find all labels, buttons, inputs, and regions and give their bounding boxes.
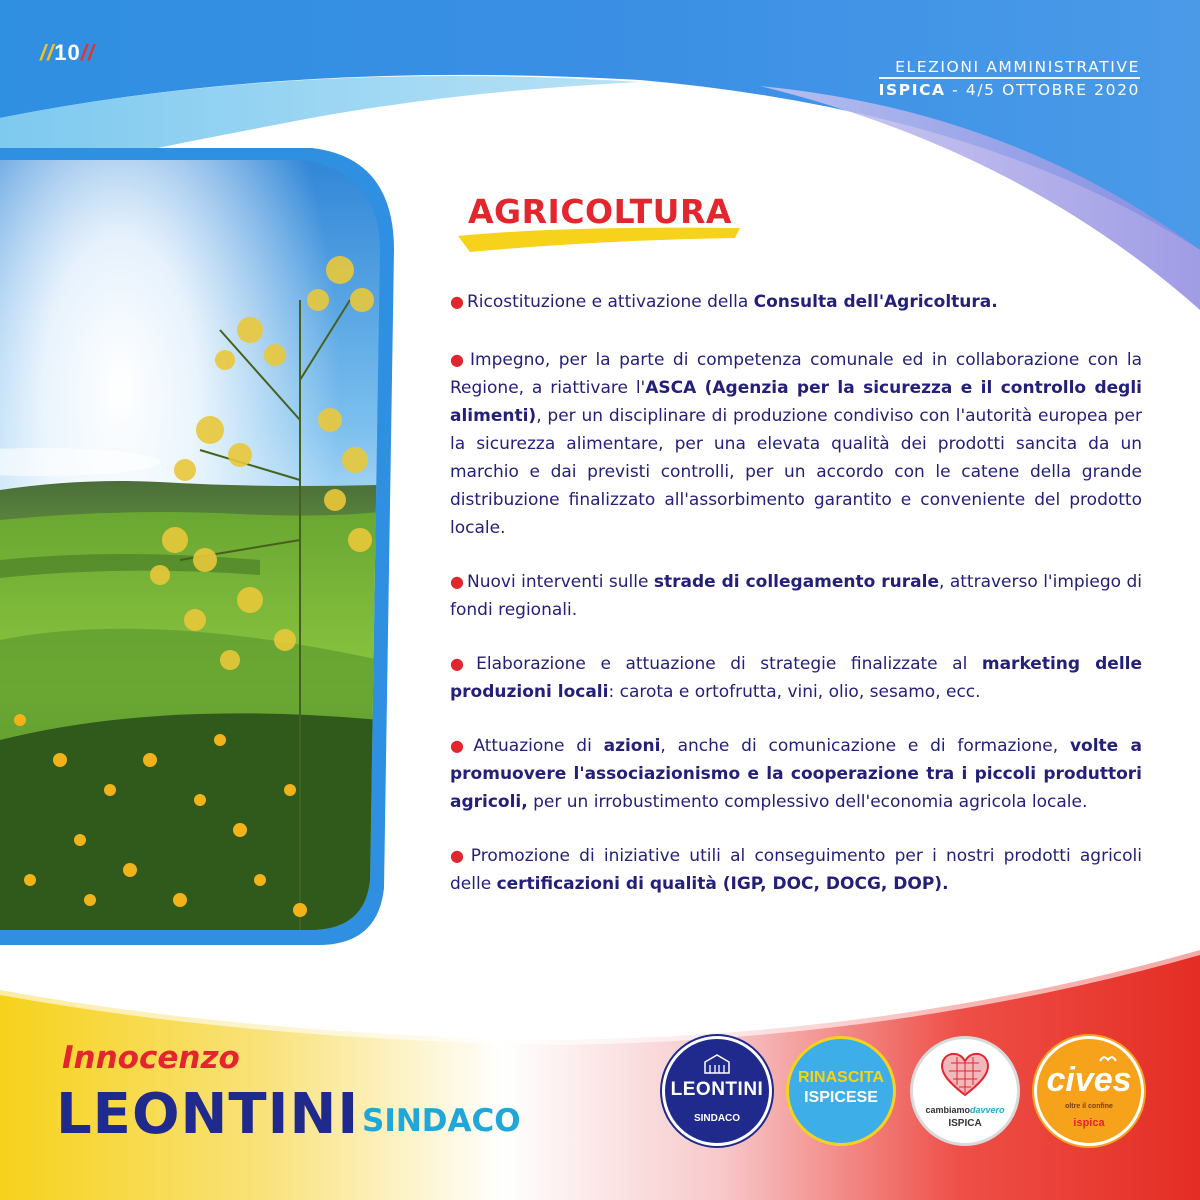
program-item-text: Impegno, per la parte di competenza comunale ed in collaborazione con la Regione, a riattivare l' bbox=[450, 350, 1142, 398]
program-item-highlight: strade di collegamento rurale bbox=[653, 572, 939, 592]
page-number bbox=[40, 40, 95, 66]
program-item-text: Promozione di iniziative utili al conseguimento per i nostri prodotti agricoli delle bbox=[450, 846, 1142, 894]
program-item-text: , attraverso l'impiego di fondi regionali. bbox=[450, 572, 1143, 620]
leontini-logo-name: LEONTINI bbox=[670, 1079, 764, 1100]
section-title: AGRICOLTURA bbox=[468, 192, 732, 231]
program-item bbox=[450, 568, 1142, 624]
page-number-slash-left: // bbox=[40, 40, 55, 65]
rinascita-ispicese-logo bbox=[786, 1036, 896, 1146]
cives-logo-sub: ispica bbox=[1073, 1117, 1105, 1129]
candidate-first-name: Innocenzo bbox=[62, 1040, 240, 1076]
cives-logo-tagline: oltre il confine bbox=[1065, 1103, 1113, 1110]
bullet-dot-icon: ● bbox=[450, 350, 468, 369]
program-item-text: , per un disciplinare di produzione condiviso con l'autorità europea per la sicurezza alimentare, per una elevata qualità dei prodotti sancita da un marchio e dai previsti controlli, per un accordo con le catene della grande distribuzione finalizzato all'assorbimento garantito e conveniente del prodotto locale. bbox=[450, 406, 1142, 538]
election-town: ISPICA bbox=[878, 81, 946, 99]
cambiamo-logo-word-accent: davvero bbox=[970, 1105, 1005, 1115]
cambiamo-logo-line2: ISPICA bbox=[948, 1118, 982, 1129]
election-dates: - 4/5 OTTOBRE 2020 bbox=[952, 81, 1140, 99]
program-list bbox=[450, 288, 1142, 924]
election-date-line bbox=[879, 81, 1140, 99]
program-item-text: Elaborazione e attuazione di strategie finalizzate al bbox=[476, 654, 982, 674]
program-item bbox=[450, 650, 1142, 706]
leontini-sindaco-logo bbox=[662, 1036, 772, 1146]
bullet-dot-icon: ● bbox=[450, 736, 471, 755]
cambiamo-logo-word: cambiamo bbox=[925, 1105, 970, 1115]
program-item-highlight: azioni bbox=[603, 736, 661, 756]
program-item-text: Attuazione di bbox=[473, 736, 604, 756]
heart-icon bbox=[937, 1049, 993, 1099]
program-item-text: Nuovi interventi sulle bbox=[467, 572, 654, 592]
election-heading bbox=[879, 58, 1140, 99]
program-item-text: per un irrobustimento complessivo dell'economia agricola locale. bbox=[527, 792, 1088, 812]
cambiamo-logo-line1 bbox=[913, 1105, 1017, 1115]
program-item-highlight: ASCA (Agenzia per la sicurezza e il controllo degli alimenti) bbox=[450, 378, 1142, 426]
election-title: ELEZIONI AMMINISTRATIVE bbox=[895, 58, 1140, 76]
election-divider bbox=[879, 77, 1140, 79]
bullet-dot-icon: ● bbox=[450, 846, 468, 865]
candidate-last-name: LEONTINI bbox=[56, 1082, 360, 1147]
program-item bbox=[450, 842, 1142, 898]
town-hall-icon bbox=[701, 1053, 733, 1075]
cives-ispica-logo bbox=[1034, 1036, 1144, 1146]
program-item bbox=[450, 288, 1142, 316]
program-item bbox=[450, 732, 1142, 816]
program-item-highlight: marketing delle produzioni locali bbox=[450, 654, 1143, 702]
program-item-text: , anche di comunicazione e di formazione, bbox=[660, 736, 1070, 756]
program-item-highlight: Consulta dell'Agricoltura. bbox=[753, 292, 998, 312]
program-item-text: Ricostituzione e attivazione della bbox=[466, 292, 754, 312]
rinascita-logo-line2: ISPICESE bbox=[804, 1089, 878, 1106]
program-item-highlight: volte a promuovere l'associazionismo e la cooperazione tra i piccoli produttori agricoli, bbox=[450, 736, 1142, 812]
bullet-dot-icon: ● bbox=[450, 572, 465, 591]
bullet-dot-icon: ● bbox=[450, 292, 464, 311]
program-item bbox=[450, 346, 1142, 542]
candidate-role: SINDACO bbox=[362, 1103, 521, 1139]
cambiamo-davvero-logo bbox=[910, 1036, 1020, 1146]
leontini-logo-sub: SINDACO bbox=[693, 1113, 741, 1124]
cives-logo-name: cives bbox=[1046, 1061, 1132, 1099]
program-item-text: : carota e ortofrutta, vini, olio, sesamo, ecc. bbox=[608, 682, 981, 702]
page-number-slash-right: // bbox=[80, 40, 95, 65]
bullet-dot-icon: ● bbox=[450, 654, 474, 673]
rinascita-logo-line1: RINASCITA bbox=[798, 1069, 884, 1086]
program-item-highlight: certificazioni di qualità (IGP, DOC, DOCG, DOP). bbox=[496, 874, 949, 894]
page-number-value: 10 bbox=[54, 40, 81, 65]
